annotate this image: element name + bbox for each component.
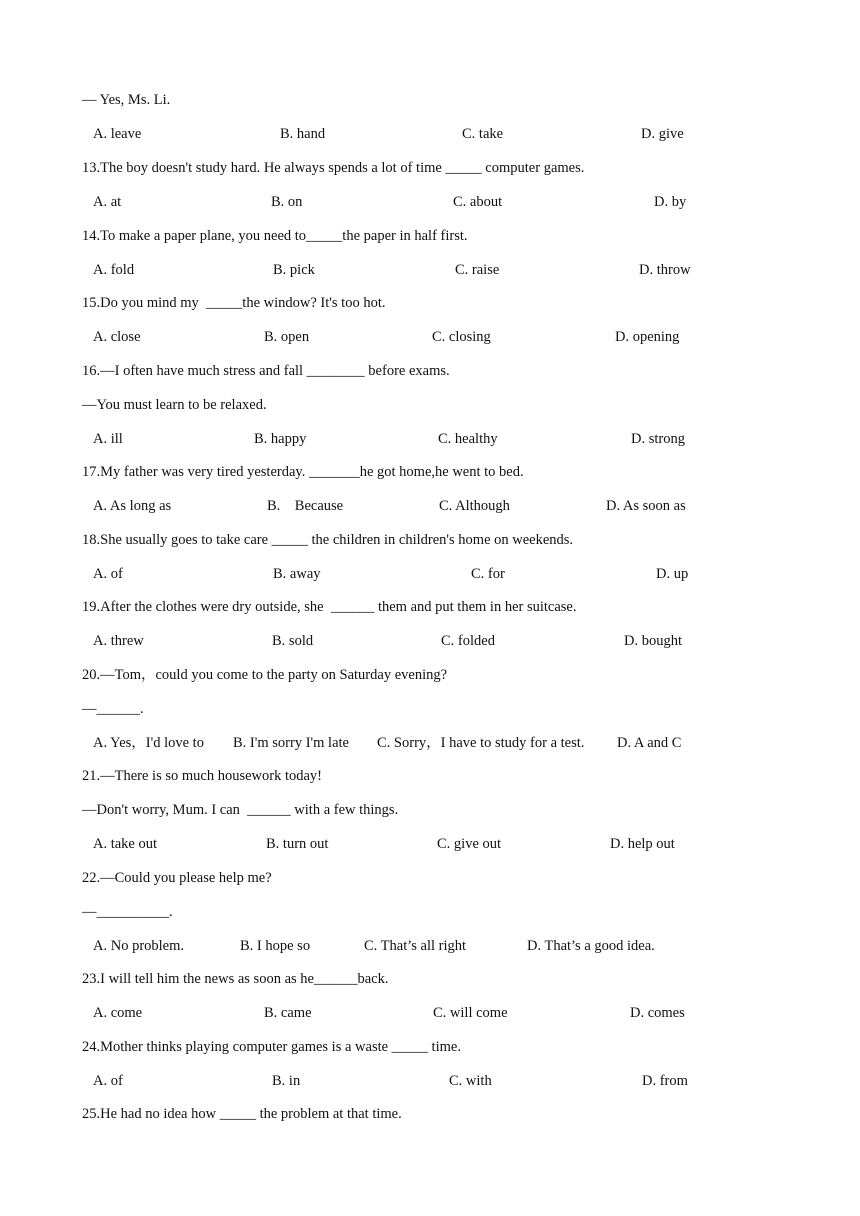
option-d: D. up	[656, 566, 689, 582]
dialogue-line: — Yes, Ms. Li.	[82, 92, 171, 108]
option-d: D. from	[642, 1073, 688, 1089]
options-row	[0, 261, 860, 279]
question-20: 20.—Tom，could you come to the party on Saturday evening?	[82, 667, 448, 683]
options-row	[0, 497, 860, 515]
options-row	[0, 430, 860, 448]
options-row	[0, 734, 860, 752]
options-row	[0, 328, 860, 346]
options-row	[0, 937, 860, 955]
option-a: A. ill	[93, 431, 123, 447]
option-d: D. give	[641, 126, 684, 142]
question-25: 25.He had no idea how _____ the problem at that time.	[82, 1106, 402, 1122]
question-17: 17.My father was very tired yesterday. _______he got home,he went to bed.	[82, 464, 524, 480]
dialogue-line: —Don't worry, Mum. I can ______ with a few things.	[82, 802, 399, 818]
option-b: B. in	[272, 1073, 301, 1089]
question-16: 16.—I often have much stress and fall ________ before exams.	[82, 363, 450, 379]
question-22: 22.—Could you please help me?	[82, 870, 272, 886]
question-18: 18.She usually goes to take care _____ the children in children's home on weekends.	[82, 532, 574, 548]
option-d: D. As soon as	[606, 498, 686, 514]
option-d: D. bought	[624, 633, 682, 649]
option-d: D. That’s a good idea.	[527, 938, 655, 954]
option-c: C. Sorry，I have to study for a test.	[377, 735, 585, 751]
option-a: A. at	[93, 194, 122, 210]
options-row	[0, 1072, 860, 1090]
options-row	[0, 835, 860, 853]
options-row	[0, 565, 860, 583]
question-13: 13.The boy doesn't study hard. He always spends a lot of time _____ computer games.	[82, 160, 585, 176]
option-b: B. I hope so	[240, 938, 311, 954]
option-a: A. of	[93, 1073, 123, 1089]
dialogue-line: —You must learn to be relaxed.	[82, 397, 267, 413]
option-b: B. hand	[280, 126, 326, 142]
option-c: C. Although	[439, 498, 510, 514]
options-row	[0, 1004, 860, 1022]
option-c: C. healthy	[438, 431, 498, 447]
question-24: 24.Mother thinks playing computer games is a waste _____ time.	[82, 1039, 461, 1055]
option-b: B. on	[271, 194, 303, 210]
option-b: B. happy	[254, 431, 307, 447]
options-row	[0, 193, 860, 211]
option-b: B. sold	[272, 633, 314, 649]
option-c: C. raise	[455, 262, 500, 278]
question-23: 23.I will tell him the news as soon as he______back.	[82, 971, 389, 987]
option-d: D. strong	[631, 431, 685, 447]
dialogue-line: —__________.	[82, 904, 173, 920]
question-19: 19.After the clothes were dry outside, she ______ them and put them in her suitcase.	[82, 599, 577, 615]
option-b: B. away	[273, 566, 321, 582]
question-15: 15.Do you mind my _____the window? It's too hot.	[82, 295, 386, 311]
option-d: D. A and C	[617, 735, 682, 751]
option-c: C. take	[462, 126, 504, 142]
option-a: A. threw	[93, 633, 144, 649]
option-c: C. closing	[432, 329, 491, 345]
option-a: A. Yes，I'd love to	[93, 735, 204, 751]
option-c: C. give out	[437, 836, 502, 852]
option-a: A. take out	[93, 836, 158, 852]
options-row	[0, 125, 860, 143]
option-a: A. close	[93, 329, 141, 345]
option-d: D. help out	[610, 836, 675, 852]
option-c: C. That’s all right	[364, 938, 467, 954]
option-a: A. of	[93, 566, 123, 582]
question-14: 14.To make a paper plane, you need to_____the paper in half first.	[82, 228, 468, 244]
option-a: A. leave	[93, 126, 142, 142]
option-b: B. open	[264, 329, 310, 345]
option-a: A. As long as	[93, 498, 172, 514]
option-b: B. I'm sorry I'm late	[233, 735, 349, 751]
option-c: C. with	[449, 1073, 492, 1089]
option-b: B. pick	[273, 262, 315, 278]
option-d: D. comes	[630, 1005, 685, 1021]
options-row	[0, 632, 860, 650]
option-c: C. about	[453, 194, 503, 210]
option-d: D. opening	[615, 329, 680, 345]
dialogue-line: —______.	[82, 701, 144, 717]
option-c: C. for	[471, 566, 505, 582]
option-d: D. throw	[639, 262, 691, 278]
option-a: A. No problem.	[93, 938, 185, 954]
option-b: B. turn out	[266, 836, 329, 852]
option-a: A. fold	[93, 262, 135, 278]
option-b: B. came	[264, 1005, 312, 1021]
option-b: B. Because	[267, 498, 344, 514]
option-a: A. come	[93, 1005, 143, 1021]
question-21: 21.—There is so much housework today!	[82, 768, 323, 784]
option-c: C. will come	[433, 1005, 508, 1021]
option-c: C. folded	[441, 633, 495, 649]
option-d: D. by	[654, 194, 687, 210]
